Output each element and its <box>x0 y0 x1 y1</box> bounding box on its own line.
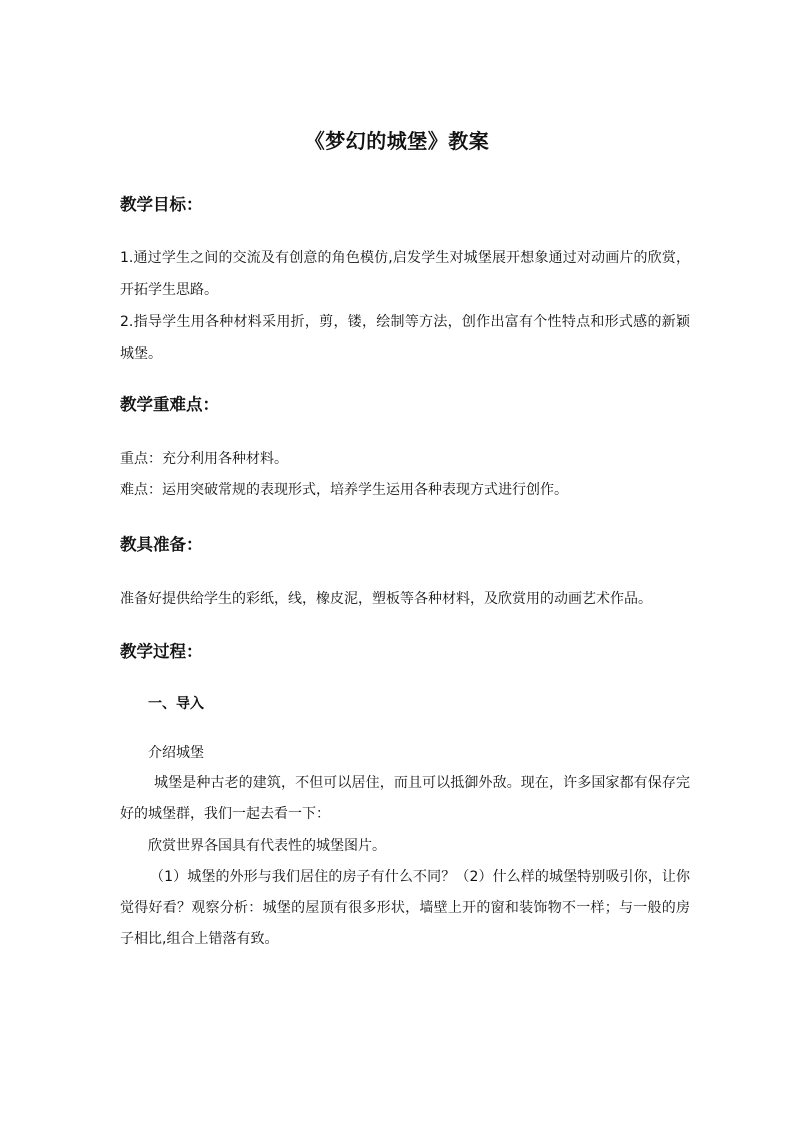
materials-text: 准备好提供给学生的彩纸，线，橡皮泥，塑板等各种材料，及欣赏用的动画艺术作品。 <box>120 591 652 607</box>
difficulty-text: 难点：运用突破常规的表现形式，培养学生运用各种表现方式进行创作。 <box>120 482 568 498</box>
castle-images-line: 欣赏世界各国具有代表性的城堡图片。 <box>148 838 386 854</box>
castle-intro-paragraph: 城堡是种古老的建筑，不但可以居住，而且可以抵御外敌。现在，许多国家都有保存完好的城堡群，我们一起去看一下： <box>120 775 690 822</box>
key-point-text: 重点：充分利用各种材料。 <box>120 451 288 467</box>
heading-teaching-goals: 教学目标： <box>120 195 203 214</box>
subheading-intro: 一、导入 <box>148 696 204 712</box>
intro-label: 介绍城堡 <box>148 745 204 761</box>
heading-key-points: 教学重难点： <box>120 395 219 414</box>
heading-materials: 教具准备： <box>120 535 203 554</box>
goal-item-2: 2.指导学生用各种材料采用折，剪，镂，绘制等方法，创作出富有个性特点和形式感的新颖城堡。 <box>120 314 690 362</box>
document-title: 《梦幻的城堡》教案 <box>304 129 490 153</box>
analysis-paragraph: （1）城堡的外形与我们居住的房子有什么不同？（2）什么样的城堡特别吸引你，让你觉得好看？观察分析：城堡的屋顶有很多形状，墙壁上开的窗和装饰物不一样；与一般的房子相比,组合上错落有致。 <box>120 869 690 947</box>
goal-item-1: 1.通过学生之间的交流及有创意的角色模仿,启发学生对城堡展开想象通过对动画片的欣赏，开拓学生思路。 <box>120 250 690 298</box>
heading-process: 教学过程： <box>120 642 203 661</box>
